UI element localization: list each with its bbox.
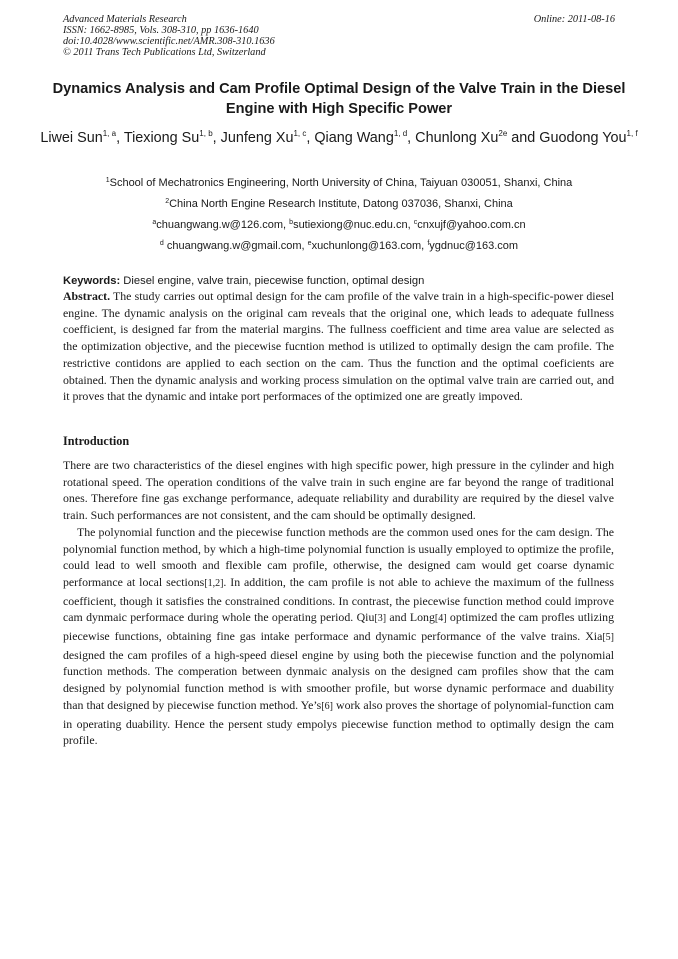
- affiliation-sup: 2: [165, 198, 170, 205]
- email-sup: e: [307, 240, 312, 247]
- paragraph-text: The polynomial function and the piecewise function methods are the common used ones for the cam design. The polynomial function method, by which a high-time polynomial function is usually employed to optimize the profile, could lead to well smooth and flexible cam profile, otherwise, the designed cam would get coarse dynamic performance at local sections: [63, 524, 614, 589]
- paragraph-text: work also proves the shortage of polynomial-function cam in operating duability. Hence the persent study empolys piecewise function method to optimally design the cam profile.: [63, 697, 615, 748]
- author-separator: ,: [407, 130, 416, 146]
- email-sup: c: [413, 219, 418, 226]
- author-sup: 1, a: [102, 129, 117, 138]
- copyright-line: © 2011 Trans Tech Publications Ltd, Switzerland: [63, 47, 266, 58]
- author-name: Junfeng Xu: [220, 130, 294, 146]
- author-separator: ,: [212, 130, 221, 146]
- author-name: Qiang Wang: [314, 130, 394, 146]
- citation[interactable]: [3]: [374, 613, 387, 625]
- intro-paragraph-1: There are two characteristics of the diesel engines with high specific power, high pressure in the cylinder and high rotational speed. The operation conditions of the valve train in such engine are far beyond the range of traditional ones. Therefore fine gas exchange performance, adequate reliability and durability are required by the diesel valve train. Such performances are not consistent, and the cam should be optimally designed.: [63, 458, 614, 523]
- abstract: [63, 288, 614, 405]
- affiliation-1: [40, 176, 638, 190]
- citation[interactable]: [4]: [434, 613, 447, 625]
- doi-line: doi:10.4028/www.scientific.net/AMR.308-310.1636: [63, 36, 275, 47]
- email-line-2: [40, 239, 638, 253]
- keywords-line: [63, 274, 623, 288]
- author-list: [40, 128, 638, 148]
- author-name: and Guodong You: [511, 130, 627, 146]
- email-sup: b: [289, 219, 294, 226]
- affiliation-text: China North Engine Research Institute, Datong 037036, Shanxi, China: [169, 198, 513, 210]
- author-separator: ,: [306, 130, 315, 146]
- affiliation-text: School of Mechatronics Engineering, North University of China, Taiyuan 030051, Shanxi, China: [109, 177, 573, 189]
- citation[interactable]: [6]: [321, 700, 333, 712]
- journal-header: [63, 14, 615, 58]
- email-sup: f: [427, 240, 430, 247]
- author-sup: 1, d: [393, 129, 408, 138]
- email-sup: d: [159, 240, 164, 247]
- paper-title: Dynamics Analysis and Cam Profile Optimal Design of the Valve Train in the Diesel Engine with High Specific Power: [52, 81, 626, 117]
- journal-name: Advanced Materials Research: [63, 14, 187, 25]
- paragraph-text: optimized the cam profles utlizing piecewise functions, obtaining fine gas intake performace and dynamic performance of the valve trains. Xia: [63, 610, 614, 644]
- citation[interactable]: [1,2]: [204, 577, 224, 589]
- author-sup: 1, b: [199, 129, 213, 138]
- author-sup: 1, f: [626, 129, 638, 138]
- email-sup: a: [152, 219, 157, 226]
- paragraph-text: designed the cam profiles of a high-speed diesel engine by using both the piecewise function and the polynomial function methods. The comperation between dynmaic analysis on the designed cam profiles show that the cam designed by polynomial function method is with smoother profile, but worse dynamic performace and duability than that designed by piecewise function method. Ye’s: [63, 647, 614, 712]
- keywords-label: Keywords:: [63, 275, 121, 287]
- email-line-1: [40, 218, 638, 232]
- abstract-label: Abstract.: [63, 289, 111, 303]
- introduction-section: [63, 457, 614, 749]
- author-name: Liwei Sun: [40, 130, 103, 146]
- author-separator: ,: [116, 130, 124, 146]
- section-heading-introduction: Introduction: [63, 434, 130, 448]
- online-date: Online: 2011-08-16: [533, 14, 615, 25]
- intro-paragraph-2: [63, 524, 614, 749]
- author-sup: 1, c: [293, 129, 307, 138]
- email-link[interactable]: cnxujf@yahoo.com.cn: [417, 219, 526, 231]
- author-sup: 2e: [498, 129, 508, 138]
- citation[interactable]: [5]: [602, 632, 614, 644]
- email-link[interactable]: xuchunlong@163.com,: [311, 240, 428, 252]
- author-name: Tiexiong Su: [123, 130, 200, 146]
- affiliation-2: [40, 197, 638, 211]
- email-link[interactable]: chuangwang.w@126.com,: [156, 219, 290, 231]
- paragraph-text: and Long: [386, 610, 435, 625]
- affiliation-sup: 1: [105, 177, 110, 184]
- email-link[interactable]: sutiexiong@nuc.edu.cn,: [293, 219, 414, 231]
- author-name: Chunlong Xu: [415, 130, 499, 146]
- abstract-text: The study carries out optimal design for the cam profile of the valve train in a high-specific-power diesel engine. The dynamic analysis on the original cam reveals that the original one, which leads to adequate fullness coefficient, is designed far from the material margins. The fullness coefficient and time area value are selected as the optimization objective, and the piecewise fucntion method is utilized to optimally design the cam profile. The restrictive contidons are applied to each section on the cam. Thus the function and the optimal coeficients are obtained. Then the dynamic analysis and working process simulation on the optimal valve train are carried out, and it proves that the dynamic and intake port performaces of the optimized one are greatly impoved.: [63, 289, 614, 404]
- keywords-text: Diesel engine, valve train, piecewise function, optimal design: [120, 275, 425, 287]
- email-link[interactable]: ygdnuc@163.com: [429, 240, 519, 252]
- paragraph-text: . In addition, the cam profile is not able to achieve the maximum of the fullness coefficient, though it satisfies the constrained conditions. In contrast, the piecewise function method could improve cam dynmaic performace during whole the operating period. Qiu: [63, 574, 614, 625]
- email-link[interactable]: chuangwang.w@gmail.com,: [163, 240, 308, 252]
- issn-line: ISSN: 1662-8985, Vols. 308-310, pp 1636-1640: [63, 25, 259, 36]
